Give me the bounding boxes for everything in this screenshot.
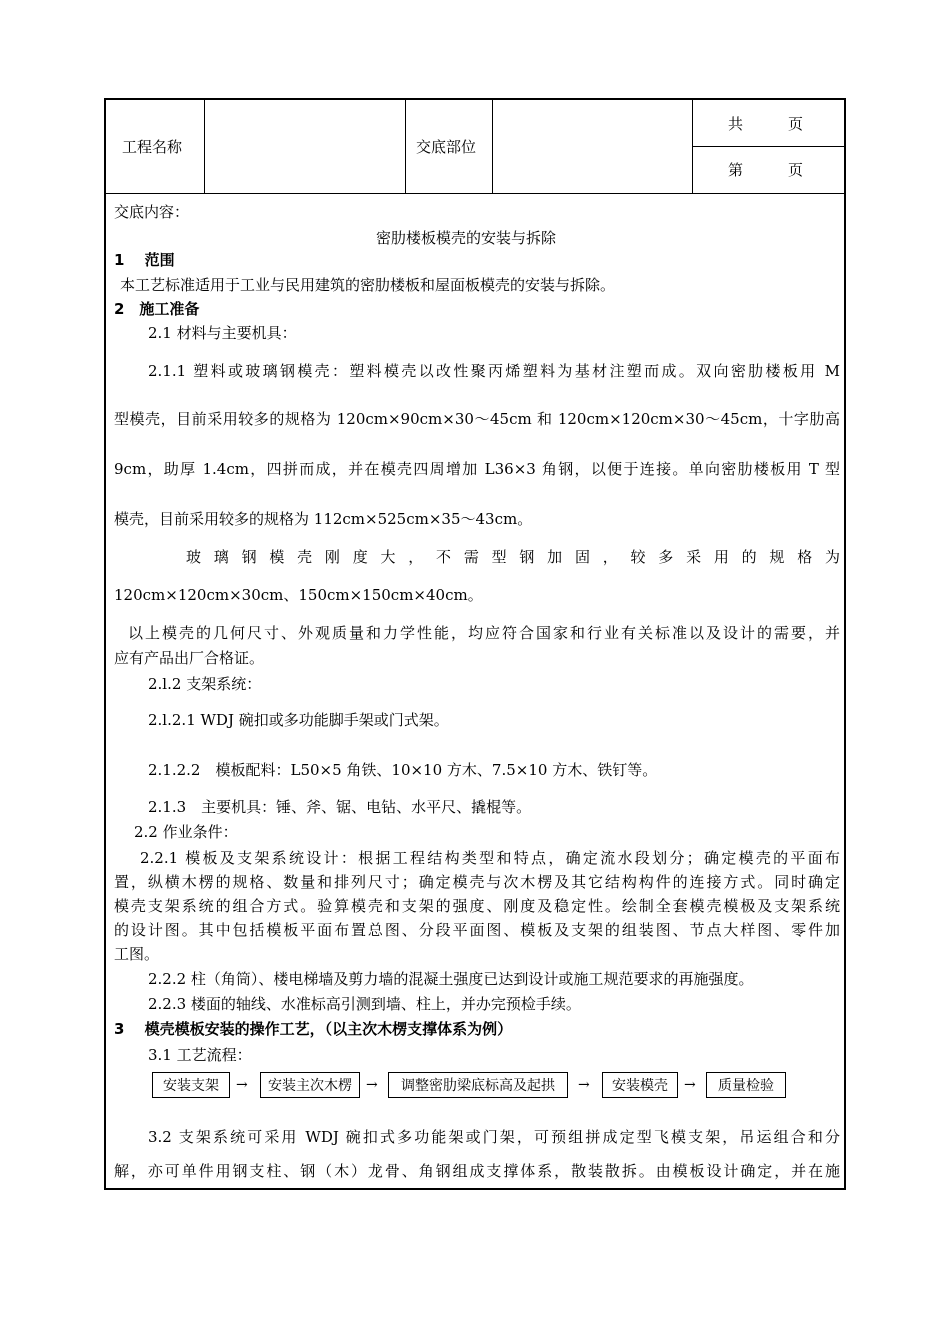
paragraph-line: 3.2 支架系统可采用 WDJ 碗扣式多功能架或门架，可预组拼成定型飞模支架，吊运组合和分	[148, 1128, 840, 1146]
section-2-1-3: 2.1.3 主要机具：锤、斧、锯、电钻、水平尺、撬棍等。	[148, 798, 532, 816]
paragraph-line: 2.2.1 模板及支架系统设计：根据工程结构类型和特点，确定流水段划分；确定模壳的平面布	[140, 849, 840, 867]
paragraph-line: 模壳，目前采用较多的规格为 112cm×525cm×35～43cm。	[114, 510, 533, 528]
paragraph-line: 以上模壳的几何尺寸、外观质量和力学性能，均应符合国家和行业有关标准以及设计的需要，并	[128, 624, 840, 642]
flow-step-install-shell: 安装模壳	[602, 1072, 678, 1098]
total-pages-label: 共 页	[728, 115, 804, 133]
paragraph-line: 置，纵横木楞的规格、数量和排列尺寸；确定模壳与次木楞及其它结构构件的连接方式。同时确定	[114, 873, 840, 891]
section-2-2-2: 2.2.2 柱（角筒）、楼电梯墙及剪力墙的混凝土强度已达到设计或施工规范要求的再施强度。	[148, 970, 754, 988]
section-2-2-heading: 2.2 作业条件：	[134, 823, 238, 841]
section-3-heading: 3 模壳模板安装的操作工艺，（以主次木楞支撑体系为例）	[114, 1020, 513, 1038]
section-2-heading: 2 施工准备	[114, 300, 200, 318]
header-divider	[405, 100, 406, 193]
section-1-heading: 1 范围	[114, 251, 175, 269]
section-2-2-3: 2.2.3 楼面的轴线、水准标高引测到墙、柱上，并办完预检手续。	[148, 995, 581, 1013]
section-2-1-2-heading: 2.l.2 支架系统：	[148, 675, 262, 693]
flow-arrow: →	[366, 1077, 378, 1093]
page-number-label: 第 页	[728, 161, 804, 179]
header-divider	[204, 100, 205, 193]
header-divider	[492, 100, 493, 193]
paragraph-line: 120cm×120cm×30cm、150cm×150cm×40cm。	[114, 586, 483, 604]
section-3-1-heading: 3.1 工艺流程：	[148, 1046, 252, 1064]
flow-arrow: →	[684, 1077, 696, 1093]
paragraph-line: 9cm，助厚 1.4cm，四拼而成，并在模壳四周增加 L36×3 角钢，以便于连接。单向密肋楼板用 T 型	[114, 460, 840, 478]
paragraph-line: 2.1.1 塑料或玻璃钢模壳：塑料模壳以改性聚丙烯塑料为基材注塑而成。双向密肋楼板用 M	[148, 362, 840, 380]
header-divider	[692, 146, 844, 147]
section-2-1-2-2: 2.1.2.2 模板配料：L50×5 角铁、10×10 方木、7.5×10 方木、铁钉等。	[148, 761, 658, 779]
paragraph-line: 型模壳，目前采用较多的规格为 120cm×90cm×30～45cm 和 120cm×120cm×30～45cm，十字肋高	[114, 410, 840, 428]
paragraph-line: 玻 璃 钢 模 壳 刚 度 大 ， 不 需 型 钢 加 固 ， 较 多 采 用 的 规 格 为	[186, 548, 840, 566]
flow-step-install-joists: 安装主次木楞	[260, 1072, 360, 1098]
paragraph-line: 的设计图。其中包括模板平面布置总图、分段平面图、模板及支架的组装图、节点大样图、零件加	[114, 921, 840, 939]
flow-arrow: →	[578, 1077, 590, 1093]
flow-step-install-support: 安装支架	[152, 1072, 230, 1098]
document-title: 密肋楼板模壳的安装与拆除	[376, 229, 557, 247]
flow-step-adjust-elevation: 调整密肋梁底标高及起拱	[388, 1072, 568, 1098]
paragraph-line: 模壳支架系统的组合方式。验算模壳和支架的强度、刚度及稳定性。绘制全套模壳模极及支架系统	[114, 897, 840, 915]
header-table	[106, 100, 844, 194]
section-2-1-heading: 2.1 材料与主要机具：	[148, 324, 297, 342]
project-name-label: 工程名称	[122, 138, 183, 156]
section-2-1-2-1: 2.l.2.1 WDJ 碗扣或多功能脚手架或门式架。	[148, 711, 449, 729]
flow-arrow: →	[236, 1077, 248, 1093]
disclosure-part-label: 交底部位	[416, 138, 477, 156]
paragraph-line: 解，亦可单件用钢支柱、钢（木）龙骨、角钢组成支撑体系，散装散拆。由模板设计确定，并在施	[114, 1162, 840, 1180]
paragraph-line: 工图。	[114, 945, 160, 963]
disclosure-sheet	[104, 98, 846, 1190]
content-label: 交底内容：	[114, 203, 190, 221]
flow-step-quality-check: 质量检验	[706, 1072, 786, 1098]
paragraph-line: 应有产品出厂合格证。	[114, 649, 265, 667]
section-1-text: 本工艺标准适用于工业与民用建筑的密肋楼板和屋面板模壳的安装与拆除。	[120, 276, 616, 294]
